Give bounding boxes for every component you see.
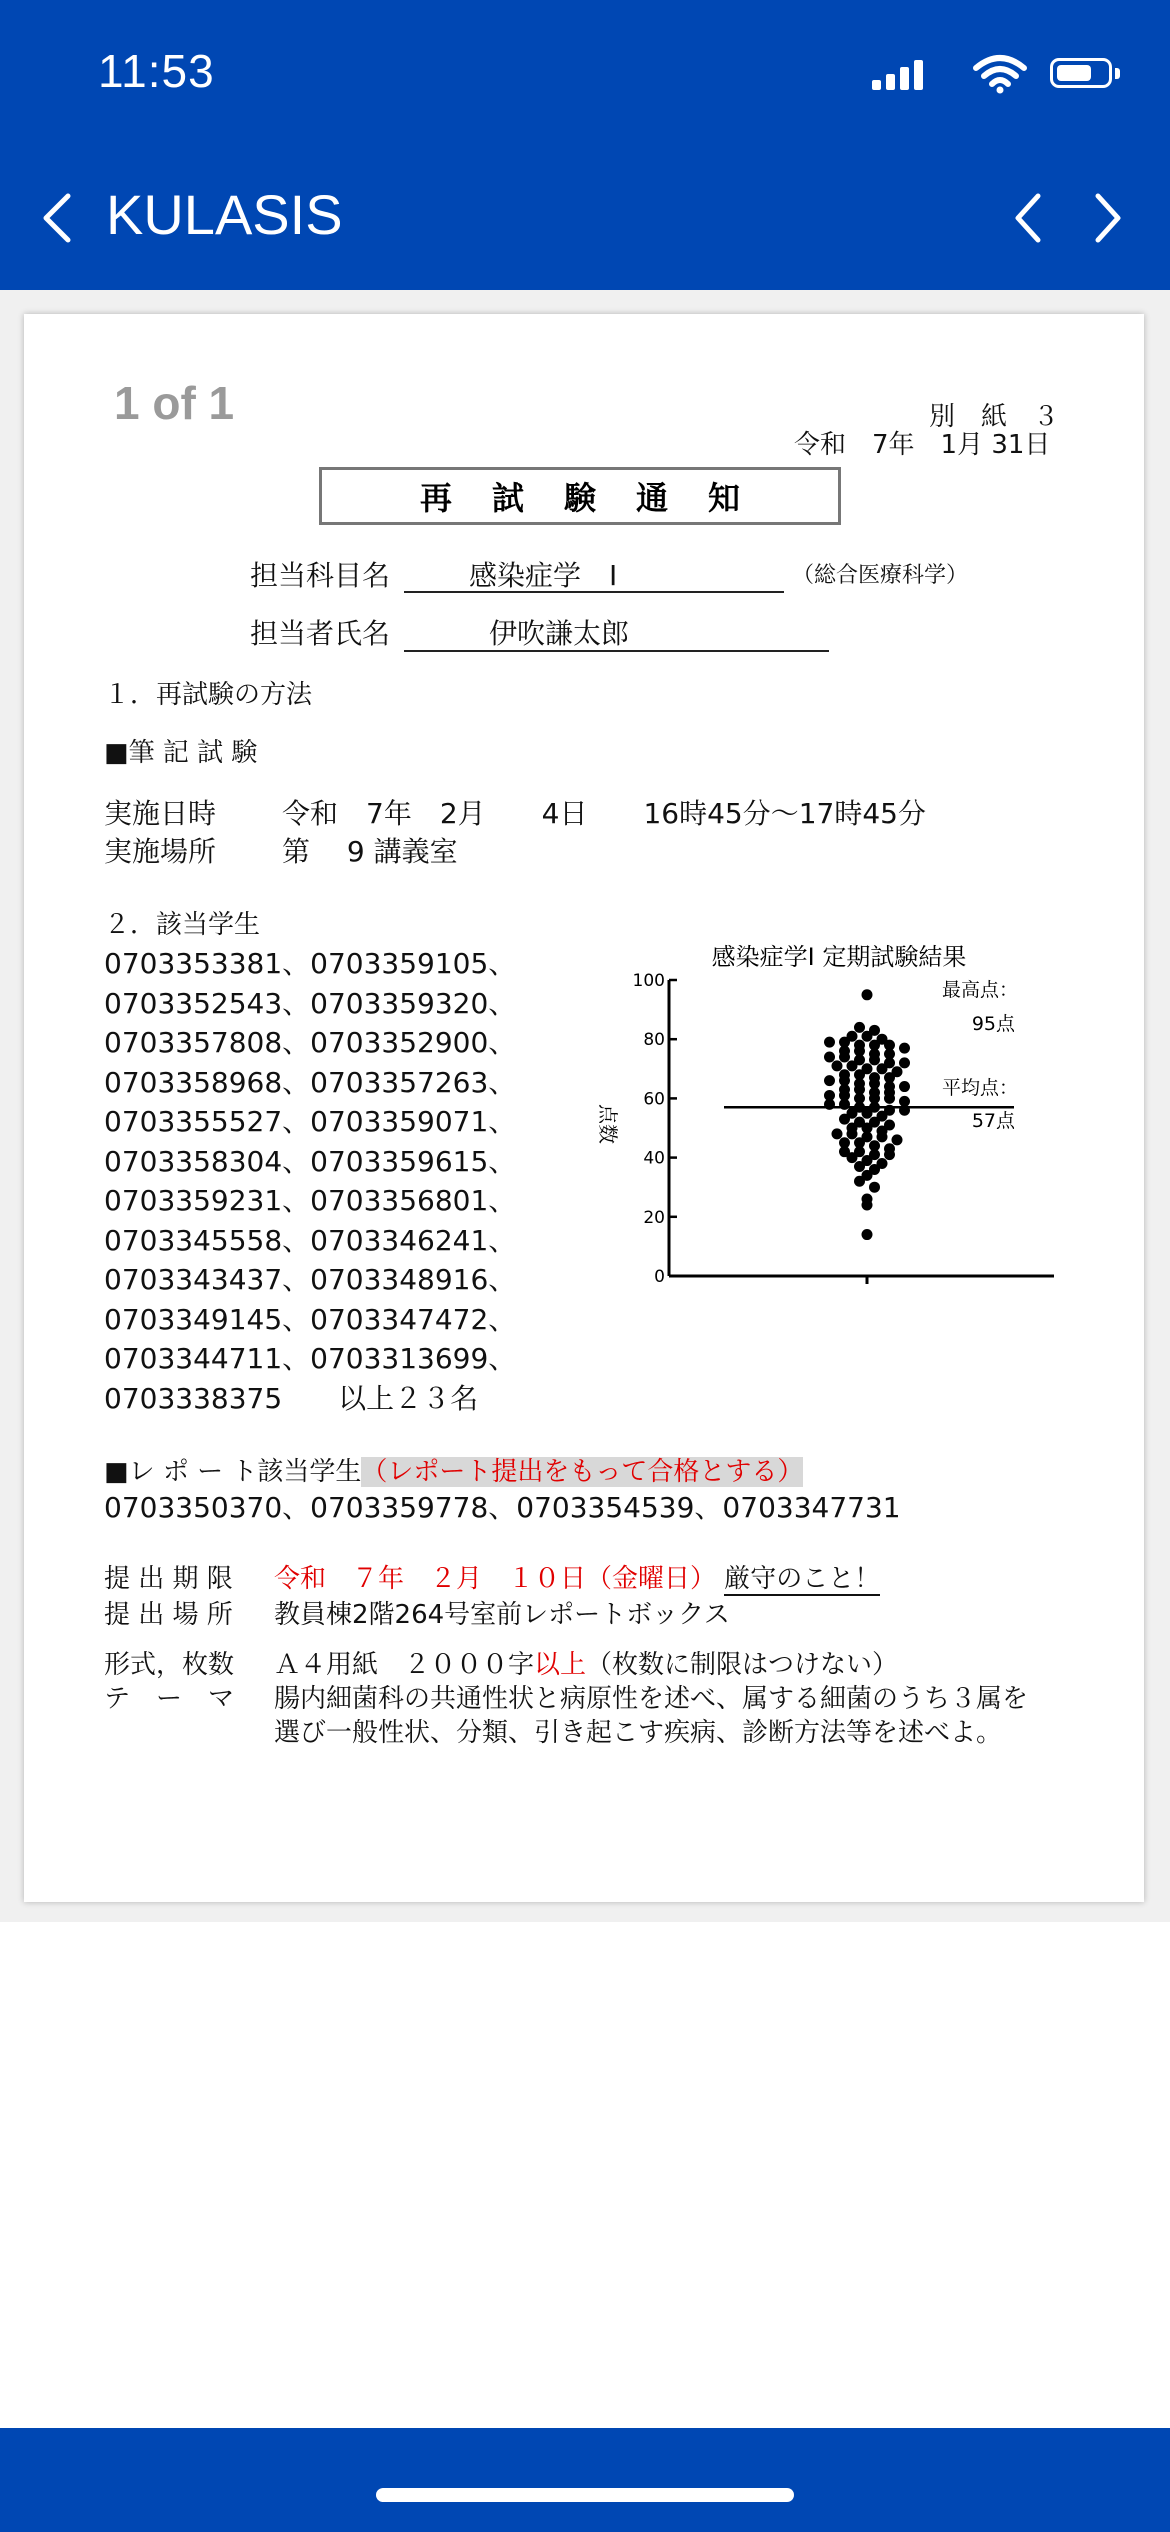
list-item: 0703349145、0703347472、	[104, 1302, 517, 1336]
submission-place-value: 教員棟2階264号室前レポートボックス	[274, 1600, 730, 1630]
chart-point	[839, 1137, 850, 1148]
next-button[interactable]	[1076, 182, 1136, 252]
deadline-value: 令和 ７年 ２月 １０日（金曜日）	[274, 1564, 717, 1594]
page-title: KULASIS	[106, 183, 343, 246]
chart-y-tick-label: 100	[632, 971, 665, 991]
subject-department: （総合医療科学）	[792, 563, 969, 588]
chart-point	[884, 1143, 895, 1154]
previous-button[interactable]	[1000, 182, 1060, 252]
chart-mean-value: 57点	[971, 1110, 1015, 1132]
chart-point	[854, 1040, 865, 1051]
subject-value: 感染症学 Ⅰ	[469, 559, 618, 592]
list-item: 0703352543、0703359320、	[104, 986, 517, 1020]
chart-point	[824, 1090, 835, 1101]
chart-point	[862, 1229, 873, 1240]
format-label: 形式，枚数	[104, 1650, 235, 1680]
student-list	[104, 944, 516, 1418]
chart-y-tick-label: 40	[643, 1148, 665, 1169]
document-page	[24, 314, 1144, 1902]
exam-date-value: 令和 7年 2月 4日 16時45分〜17時45分	[282, 797, 926, 830]
chart-point	[862, 989, 873, 1000]
chevron-left-icon	[46, 196, 68, 240]
pdf-viewer[interactable]	[0, 290, 1170, 1922]
document-title-box	[319, 467, 841, 525]
deadline-label: 提 出 期 限	[104, 1564, 233, 1594]
format-row	[274, 1644, 898, 1681]
theme-line-2: 選び一般性状、分類、引き起こす疾病、診断方法等を述べよ。	[274, 1718, 1003, 1748]
chart-point	[869, 1182, 880, 1193]
chart-ylabel: 点数	[596, 1104, 620, 1144]
chart-point	[862, 1194, 873, 1205]
chart-mean-label: 平均点：	[941, 1077, 1018, 1099]
list-item: 0703359231、0703356801、	[104, 1184, 517, 1217]
chart-point	[869, 1072, 880, 1083]
chart-y-tick-label: 80	[643, 1030, 665, 1051]
report-student-list: 0703350370、0703359778、0703354539、0703347731	[104, 1491, 901, 1524]
chevron-left-icon	[1018, 196, 1038, 240]
format-emphasis: 以上	[534, 1650, 587, 1680]
exam-place-label: 実施場所	[104, 835, 217, 868]
chart-point	[899, 1081, 910, 1092]
chart-y-tick-label: 20	[643, 1207, 665, 1228]
list-item: 0703353381、0703359105、	[104, 947, 517, 980]
deadline-note: 厳守のこと！	[724, 1564, 881, 1594]
score-chart	[559, 944, 1079, 1324]
method-type: ■筆 記 試 験	[104, 738, 258, 768]
format-note: （枚数に制限はつけない）	[586, 1650, 899, 1680]
chart-point	[884, 1120, 895, 1131]
teacher-value: 伊吹謙太郎	[489, 617, 630, 650]
report-note: （レポート提出をもって合格とする）	[361, 1457, 804, 1487]
chart-point	[832, 1128, 843, 1139]
chart-point	[892, 1134, 903, 1145]
chart-point	[854, 1022, 865, 1033]
bottom-toolbar	[0, 2428, 1170, 2532]
list-item: 0703357808、0703352900、	[104, 1026, 517, 1059]
navigation-header	[0, 0, 1170, 290]
attachment-label: 別 紙 ３	[929, 402, 1060, 432]
chart-point	[899, 1096, 910, 1107]
exam-place-value: 第 9 講義室	[282, 835, 458, 868]
chart-max-label: 最高点：	[941, 979, 1018, 1001]
section-students-heading: ２．該当学生	[104, 910, 261, 940]
theme-label: テ ー マ	[104, 1684, 235, 1714]
document-date: 令和 7年 1月 31日	[794, 430, 1051, 460]
list-item: 0703358968、0703357263、	[104, 1065, 517, 1099]
list-item: 0703358304、0703359615、	[104, 1144, 517, 1178]
chart-point	[899, 1043, 910, 1054]
format-value: Ａ４用紙 ２０００字	[274, 1650, 535, 1680]
status-icons	[872, 54, 1112, 94]
submission-place-label: 提 出 場 所	[104, 1600, 233, 1630]
list-item: 0703338375 以上２３名	[104, 1381, 479, 1415]
chart-max-value: 95点	[971, 1013, 1015, 1035]
chart-point	[839, 1069, 850, 1080]
chart-point	[854, 1117, 865, 1128]
document-title: 再試験通知	[419, 479, 780, 517]
chevron-right-icon	[1098, 196, 1118, 240]
chart-point	[824, 1037, 835, 1048]
list-item: 0703344711、0703313699、	[104, 1342, 517, 1375]
chart-point	[899, 1057, 910, 1068]
chart-point	[824, 1075, 835, 1086]
chart-point	[892, 1066, 903, 1077]
chart-title: 感染症学Ⅰ 定期試験結果	[711, 944, 967, 971]
chart-point	[832, 1060, 843, 1071]
wifi-icon	[972, 54, 1028, 94]
theme-line-1: 腸内細菌科の共通性状と病原性を述べ、属する細菌のうち３属を	[274, 1684, 1029, 1714]
section-method-heading: １．再試験の方法	[104, 680, 313, 710]
subject-label: 担当科目名	[250, 559, 391, 592]
chart-y-tick-label: 60	[643, 1089, 665, 1110]
teacher-underline	[404, 650, 829, 652]
chart-points	[824, 989, 910, 1240]
chart-point	[824, 1051, 835, 1062]
chart-point	[862, 1063, 873, 1074]
chart-point	[869, 1025, 880, 1036]
home-indicator[interactable]	[376, 2488, 794, 2502]
status-time: 11:53	[98, 45, 215, 97]
teacher-label: 担当者氏名	[250, 617, 391, 650]
list-item: 0703343437、0703348916、	[104, 1263, 517, 1296]
battery-icon	[1050, 58, 1112, 88]
chart-point	[869, 1140, 880, 1151]
page-count: 1 of 1	[114, 377, 235, 429]
back-button[interactable]	[30, 182, 80, 252]
chart-point	[877, 1034, 888, 1045]
chart-point	[847, 1031, 858, 1042]
chart-point	[877, 1158, 888, 1169]
chart-y-tick-label: 0	[654, 1267, 665, 1287]
exam-date-label: 実施日時	[104, 797, 217, 830]
report-label: ■レ ポ ー ト該当学生	[104, 1457, 362, 1487]
list-item: 0703355527、0703359071、	[104, 1105, 517, 1138]
deadline-row	[274, 1558, 880, 1595]
list-item: 0703345558、0703346241、	[104, 1223, 517, 1257]
subject-underline	[404, 591, 784, 593]
report-students-heading	[104, 1451, 803, 1488]
